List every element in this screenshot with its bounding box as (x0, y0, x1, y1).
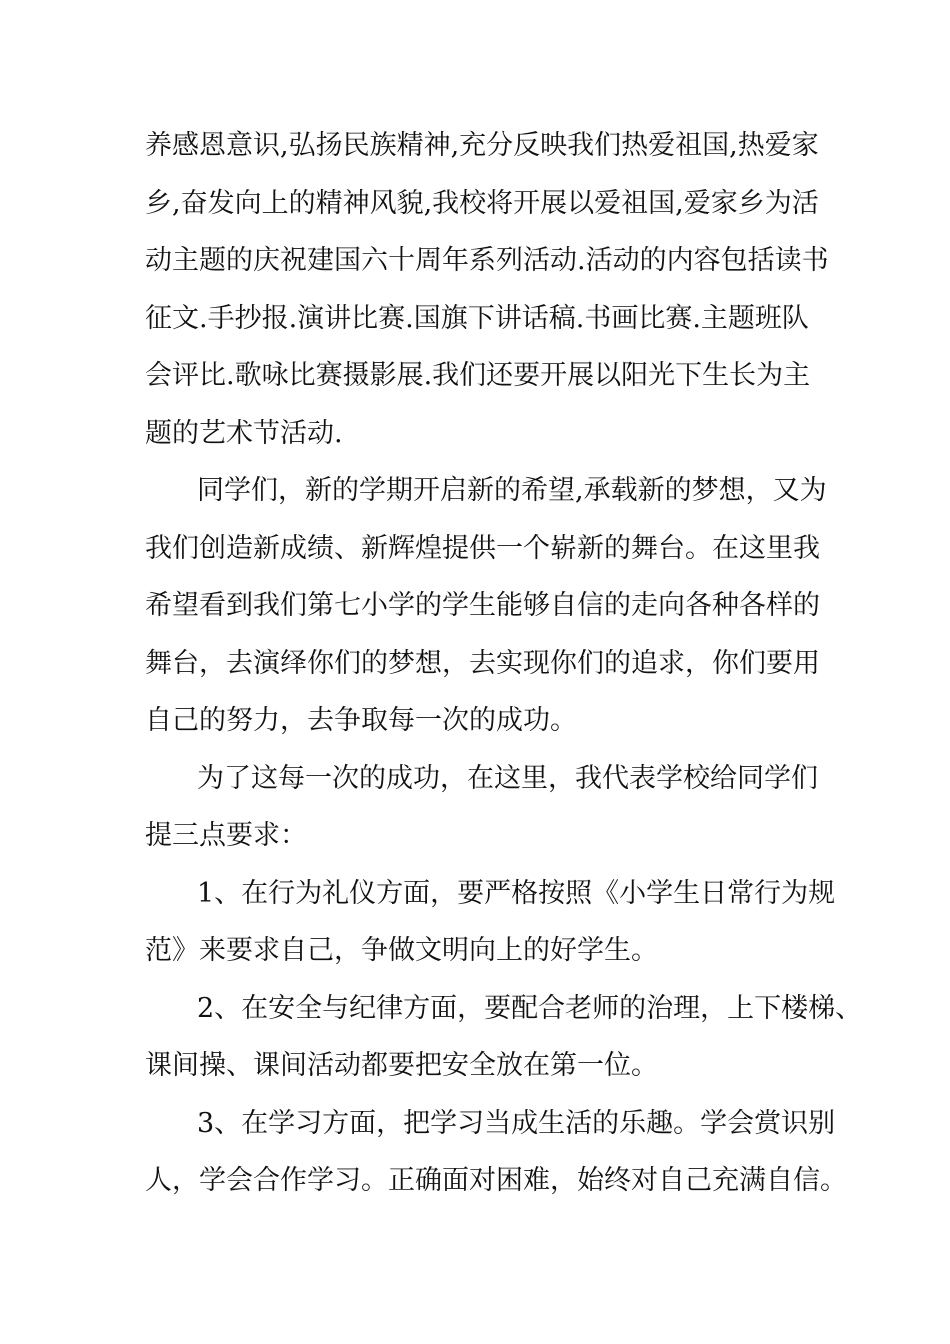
paragraph-requirement-1 (145, 865, 836, 980)
paragraph-continuation (145, 117, 829, 462)
text-line: 3、在学习方面，把学习当成生活的乐趣。学会赏识别 (197, 1107, 836, 1139)
text-line: 我们创造新成绩、新辉煌提供一个崭新的舞台。在这里我 (145, 532, 820, 564)
text-line: 动主题的庆祝建国六十周年系列活动.活动的内容包括读书 (145, 245, 829, 276)
text-line: 会评比.歌咏比赛摄影展.我们还要开展以阳光下生长为主 (145, 360, 811, 391)
text-line: 2、在安全与纪律方面，要配合老师的治理，上下楼梯、 (197, 992, 863, 1024)
text-line: 希望看到我们第七小学的学生能够自信的走向各种各样的 (145, 590, 820, 621)
text-line: 人，学会合作学习。正确面对困难，始终对自己充满自信。 (145, 1165, 847, 1196)
text-line: 自己的努力，去争取每一次的成功。 (145, 705, 577, 736)
paragraph-requirement-2 (145, 980, 863, 1095)
paragraph-requirement-3 (145, 1095, 847, 1210)
text-line: 为了这每一次的成功，在这里，我代表学校给同学们 (197, 762, 818, 794)
text-line: 舞台，去演绎你们的梦想，去实现你们的追求，你们要用 (145, 647, 820, 679)
text-line: 提三点要求： (145, 820, 307, 851)
text-line: 乡,奋发向上的精神风貌,我校将开展以爱祖国,爱家乡为活 (145, 187, 819, 219)
document-body (145, 117, 863, 1210)
text-line: 征文.手抄报.演讲比赛.国旗下讲话稿.书画比赛.主题班队 (145, 302, 809, 334)
text-line: 课间操、课间活动都要把安全放在第一位。 (145, 1050, 658, 1081)
paragraph-new-semester (145, 462, 825, 750)
paragraph-requirements-intro (145, 750, 825, 865)
text-line: 题的艺术节活动. (145, 417, 343, 449)
text-line: 养感恩意识,弘扬民族精神,充分反映我们热爱祖国,热爱家 (145, 130, 819, 161)
text-line: 1、在行为礼仪方面，要严格按照《小学生日常行为规 (197, 877, 836, 909)
text-line: 范》来要求自己，争做文明向上的好学生。 (145, 935, 658, 966)
text-line: 同学们，新的学期开启新的希望,承载新的梦想，又为 (197, 475, 827, 506)
